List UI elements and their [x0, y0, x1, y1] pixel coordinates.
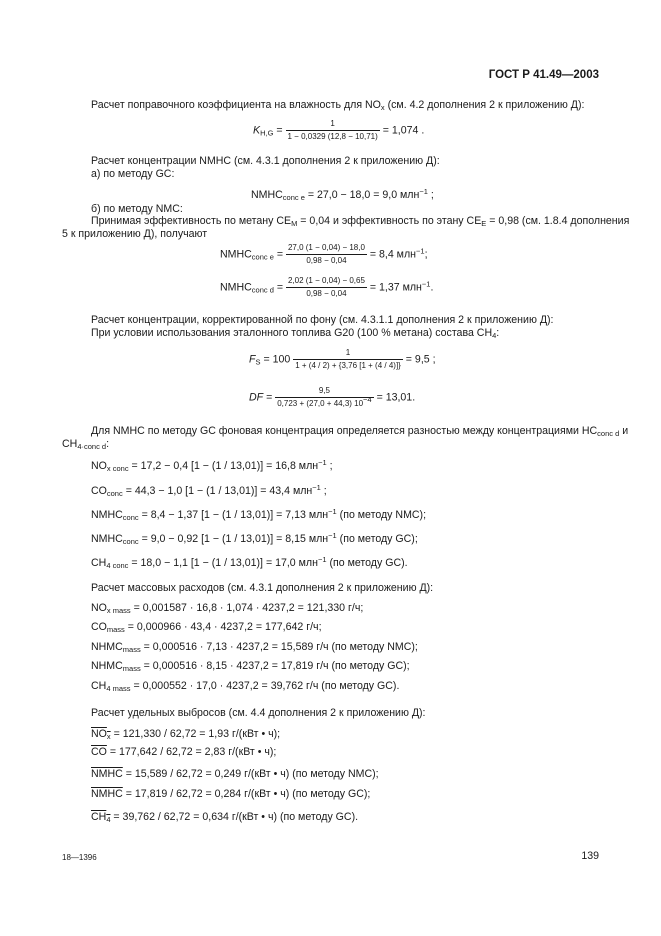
- document-header: ГОСТ Р 41.49—2003: [488, 69, 599, 81]
- page-number: 139: [581, 850, 599, 862]
- specific-row: $CH_4 = 39,762 / 62,72 = 0,634$ г/(кВт • ч) (по методу GC).: [91, 811, 359, 824]
- specific-row: NMHC = 15,589 / 62,72 = 0,249 г/(кВт • ч) (по методу NMC);: [91, 768, 379, 780]
- background-row: $CH_{4 conc} = 18,0 - 1,1$ [1 − (1 / 13,01)] = 17,0 млн$^{-1}$ (по методу GC).: [91, 555, 408, 570]
- efficiency-line-2: 5 к приложению Д), получают: [62, 228, 208, 240]
- mass-row: $CO_{mass} = 0,000966 \cdot 43,4 \cdot 4237,2 = 177,642$ г/ч;: [91, 621, 322, 634]
- background-row: $NO_{x conc} = 17,2 - 0,4$ [1 − (1 / 13,01)] = 16,8 млн$^{-1}$ ;: [91, 458, 333, 473]
- humidity-formula: $K_{H,G}$ = $\frac{1}{1 - 0,0329 (12,8 - 10,71)}$ = 1,074 .: [253, 119, 425, 141]
- specific-intro: Расчет удельных выбросов (см. 4.4 дополнения 2 к приложению Д):: [91, 707, 426, 719]
- nmhc-d-formula: $NMHC_{conc d}$ = $\frac{2,02 (1 - 0,04) - 0,65}{0,98 - 0,04}$ = 1,37 млн$^{-1}$.: [220, 276, 434, 298]
- background-intro: Расчет концентрации, корректированной по фону (см. 4.3.1.1 дополнения 2 к приложению Д):: [91, 314, 554, 326]
- background-row: $CO_{conc} = 44,3 - 1,0$ [1 − (1 / 13,01)] = 43,4 млн$^{-1}$ ;: [91, 483, 327, 498]
- fs-formula: $F_S = 100$ $\frac{1}{1 + (4 / 2) + \{3,76 [1 + (4 / 4)]\}}$ = 9,5 ;: [249, 348, 436, 370]
- nmhc-gc-formula: $NMHC_{conc e} = 27,0 - 18,0 = 9,0$ млн$^{-1}$ ;: [251, 187, 434, 202]
- efficiency-line-1: Принимая эффективность по метану $CE_M = 0,04$ и эффективность по этану $CE_E = 0,98$ (см. 1.8.4 дополнения: [91, 215, 630, 228]
- footer-code: 18—1396: [62, 853, 97, 862]
- mass-row: $NHMC_{mass} = 0,000516 \cdot 8,15 \cdot 4237,2 = 17,819$ г/ч (по методу GC);: [91, 660, 410, 673]
- nmhc-e-formula: $NMHC_{conc e}$ = $\frac{27,0 (1 - 0,04) - 18,0}{0,98 - 0,04}$ = 8,4 млн$^{-1}$;: [220, 243, 428, 265]
- df-formula: DF = $\frac{9,5}{0,723 + (27,0 + 44,3) 10^{-4}}$ = 13,01.: [249, 386, 416, 408]
- nmhc-method-a: а) по методу GC:: [91, 168, 175, 180]
- humidity-intro: Расчет поправочного коэффициента на влажность для $NO_x$ (см. 4.2 дополнения 2 к приложению Д):: [91, 99, 585, 112]
- nmhc-method-b: б) по методу NMC:: [91, 203, 183, 215]
- gc-background-line-2: $CH_{4\cdot conc d}$:: [62, 438, 110, 451]
- background-row: $NMHC_{conc} = 8,4 - 1,37$ [1 − (1 / 13,01)] = 7,13 млн$^{-1}$ (по методу NMC);: [91, 507, 427, 522]
- mass-row: $NHMC_{mass} = 0,000516 \cdot 7,13 \cdot 4237,2 = 15,589$ г/ч (по методу NMC);: [91, 641, 418, 654]
- fuel-line: При условии использования эталонного топлива G20 (100 % метана) состава $CH_4$:: [91, 327, 500, 340]
- background-row: $NMHC_{conc} = 9,0 - 0,92$ [1 − (1 / 13,01)] = 8,15 млн$^{-1}$ (по методу GC);: [91, 531, 418, 546]
- mass-row: $CH_{4 mass} = 0,000552 \cdot 17,0 \cdot 4237,2 = 39,762$ г/ч (по методу GC).: [91, 680, 400, 693]
- mass-row: $NO_{x mass} = 0,001587 \cdot 16,8 \cdot 1,074 \cdot 4237,2 = 121,330$ г/ч;: [91, 602, 364, 615]
- gc-background-line-1: Для NMHC по методу GC фоновая концентрация определяется разностью между концентрациями $HC_{conc d}$ и: [91, 425, 629, 438]
- specific-row: NMHC = 17,819 / 62,72 = 0,284 г/(кВт • ч) (по методу GC);: [91, 788, 371, 800]
- specific-row: $NO_x = 121,330 / 62,72 = 1,93$ г/(кВт • ч);: [91, 728, 281, 741]
- humidity-fraction: $\frac{1}{1 - 0,0329 (12,8 - 10,71)}$: [287, 119, 378, 141]
- specific-row: CO = 177,642 / 62,72 = 2,83 г/(кВт • ч);: [91, 746, 277, 758]
- nmhc-intro: Расчет концентрации NMHC (см. 4.3.1 дополнения 2 к приложению Д):: [91, 155, 440, 167]
- mass-intro: Расчет массовых расходов (см. 4.3.1 дополнения 2 к приложению Д):: [91, 582, 434, 594]
